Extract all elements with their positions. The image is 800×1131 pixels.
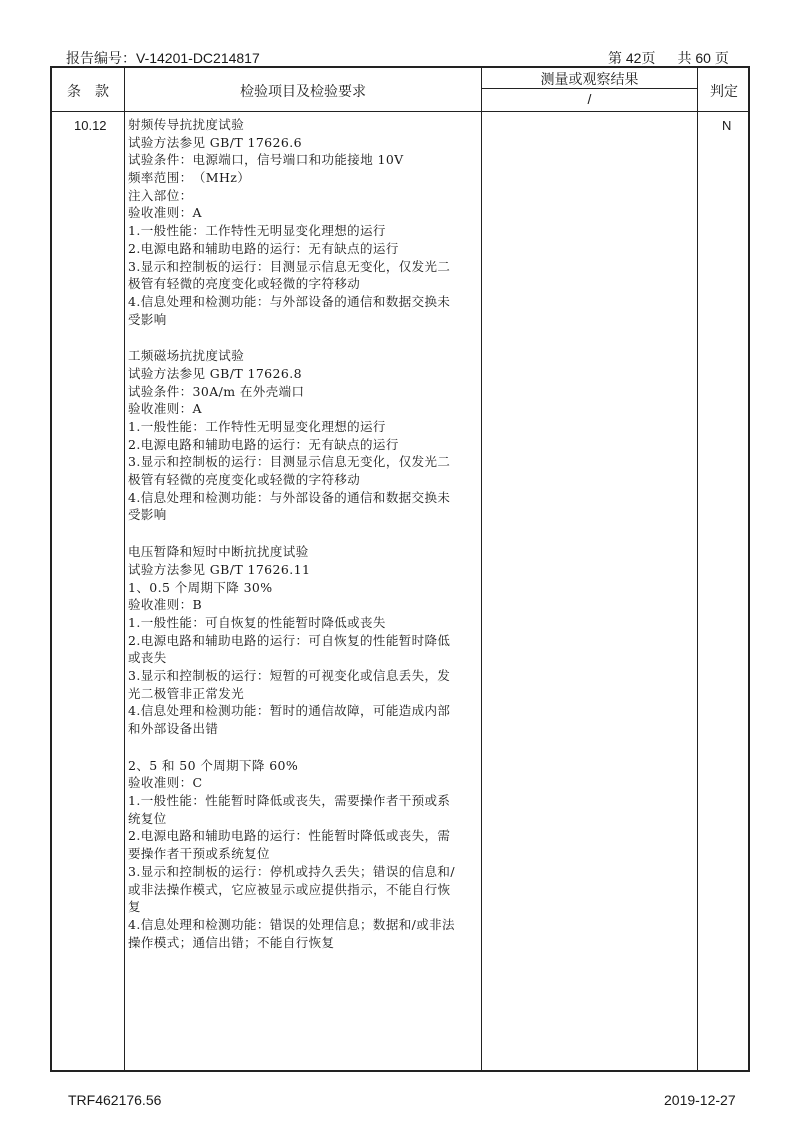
requirement-line: 3.显示和控制板的运行：短暂的可视变化或信息丢失，发 xyxy=(128,667,451,683)
col-header-result: 测量或观察结果 xyxy=(540,71,639,87)
requirement-line: 2.电源电路和辅助电路的运行：无有缺点的运行 xyxy=(128,240,399,256)
requirement-line: 验收准则：A xyxy=(128,205,202,221)
test-requirements xyxy=(128,116,482,951)
requirement-line: 统复位 xyxy=(128,810,167,826)
requirement-line: 试验条件：30A/m 在外壳端口 xyxy=(128,383,305,399)
requirement-line: 操作模式；通信出错；不能自行恢复 xyxy=(128,934,335,950)
test-section xyxy=(128,543,482,738)
page-total: 共 60 页 xyxy=(677,50,729,66)
requirement-line: 2.电源电路和辅助电路的运行：性能暂时降低或丧失，需 xyxy=(128,828,451,844)
col-divider xyxy=(697,68,698,1070)
requirement-line: 1、0.5 个周期下降 30% xyxy=(128,579,273,595)
requirement-line: 光二极管非正常发光 xyxy=(128,685,245,701)
requirement-line: 4.信息处理和检测功能：与外部设备的通信和数据交换未 xyxy=(128,293,451,309)
page-number: 第 42页 xyxy=(608,50,656,66)
header-divider xyxy=(52,111,748,112)
test-section xyxy=(128,347,482,524)
col-divider xyxy=(124,68,125,1070)
requirement-line: 验收准则：A xyxy=(128,401,202,417)
requirement-line: 4.信息处理和检测功能：错误的处理信息；数据和/或非法 xyxy=(128,916,455,932)
clause-number: 10.12 xyxy=(74,118,107,133)
requirement-line: 试验方法参见 GB/T 17626.11 xyxy=(128,561,311,577)
requirement-line: 4.信息处理和检测功能：暂时的通信故障，可能造成内部 xyxy=(128,703,451,719)
requirement-line: 和外部设备出错 xyxy=(128,721,219,736)
col-header-clause: 条 款 xyxy=(67,83,109,99)
page-indicator xyxy=(608,48,729,68)
test-section xyxy=(128,757,482,952)
requirement-line: 频率范围： （MHz） xyxy=(128,170,251,186)
requirement-line: 极管有轻微的亮度变化或轻微的字符移动 xyxy=(128,276,361,292)
requirement-line: 受影响 xyxy=(128,507,167,523)
form-number: TRF462176.56 xyxy=(68,1092,162,1108)
inspection-table xyxy=(50,66,750,1072)
verdict-value: N xyxy=(722,118,732,133)
requirement-line: 验收准则：C xyxy=(128,775,203,791)
requirement-line: 2.电源电路和辅助电路的运行：可自恢复的性能暂时降低 xyxy=(128,632,451,648)
requirement-line: 受影响 xyxy=(128,311,167,327)
requirement-line: 验收准则：B xyxy=(128,597,203,613)
requirement-line: 3.显示和控制板的运行：目测显示信息无变化，仅发光二 xyxy=(128,258,451,274)
requirement-line: 3.显示和控制板的运行：目测显示信息无变化，仅发光二 xyxy=(128,454,451,470)
requirement-line: 试验方法参见 GB/T 17626.8 xyxy=(128,365,302,381)
requirement-line: 1.一般性能：性能暂时降低或丧失，需要操作者干预或系 xyxy=(128,793,451,809)
requirement-line: 或丧失 xyxy=(128,650,167,666)
requirement-line: 注入部位： xyxy=(128,187,193,203)
section-spacer xyxy=(128,738,482,757)
requirement-line: 试验条件：电源端口，信号端口和功能接地 10V xyxy=(128,152,404,168)
section-title: 工频磁场抗扰度试验 xyxy=(128,348,245,364)
requirement-line: 试验方法参见 GB/T 17626.6 xyxy=(128,134,302,150)
requirement-line: 要操作者干预或系统复位 xyxy=(128,846,270,862)
requirement-line: 极管有轻微的亮度变化或轻微的字符移动 xyxy=(128,472,361,488)
requirement-line: 2.电源电路和辅助电路的运行：无有缺点的运行 xyxy=(128,436,399,452)
requirement-line: 4.信息处理和检测功能：与外部设备的通信和数据交换未 xyxy=(128,489,451,505)
requirement-line: 或非法操作模式，它应被显示或应提供指示，不能自行恢 xyxy=(128,881,451,897)
section-title: 射频传导抗扰度试验 xyxy=(128,117,245,132)
requirement-line: 2、5 和 50 个周期下降 60% xyxy=(128,757,299,773)
requirement-line: 1.一般性能：工作特性无明显变化理想的运行 xyxy=(128,419,386,434)
report-number: 报告编号：V-14201-DC214817 xyxy=(66,50,260,66)
issue-date: 2019-12-27 xyxy=(664,1092,736,1108)
col-header-result-sub: / xyxy=(587,91,592,107)
requirement-line: 1.一般性能：可自恢复的性能暂时降低或丧失 xyxy=(128,614,386,630)
section-title: 电压暂降和短时中断抗扰度试验 xyxy=(128,544,309,560)
col-header-verdict: 判定 xyxy=(710,83,738,99)
section-spacer xyxy=(128,524,482,543)
requirement-line: 3.显示和控制板的运行：停机或持久丢失；错误的信息和/ xyxy=(128,863,455,879)
col-header-item: 检验项目及检验要求 xyxy=(240,83,366,99)
test-section xyxy=(128,116,482,328)
requirement-line: 1.一般性能：工作特性无明显变化理想的运行 xyxy=(128,223,386,239)
requirement-line: 复 xyxy=(128,899,141,915)
section-spacer xyxy=(128,328,482,347)
